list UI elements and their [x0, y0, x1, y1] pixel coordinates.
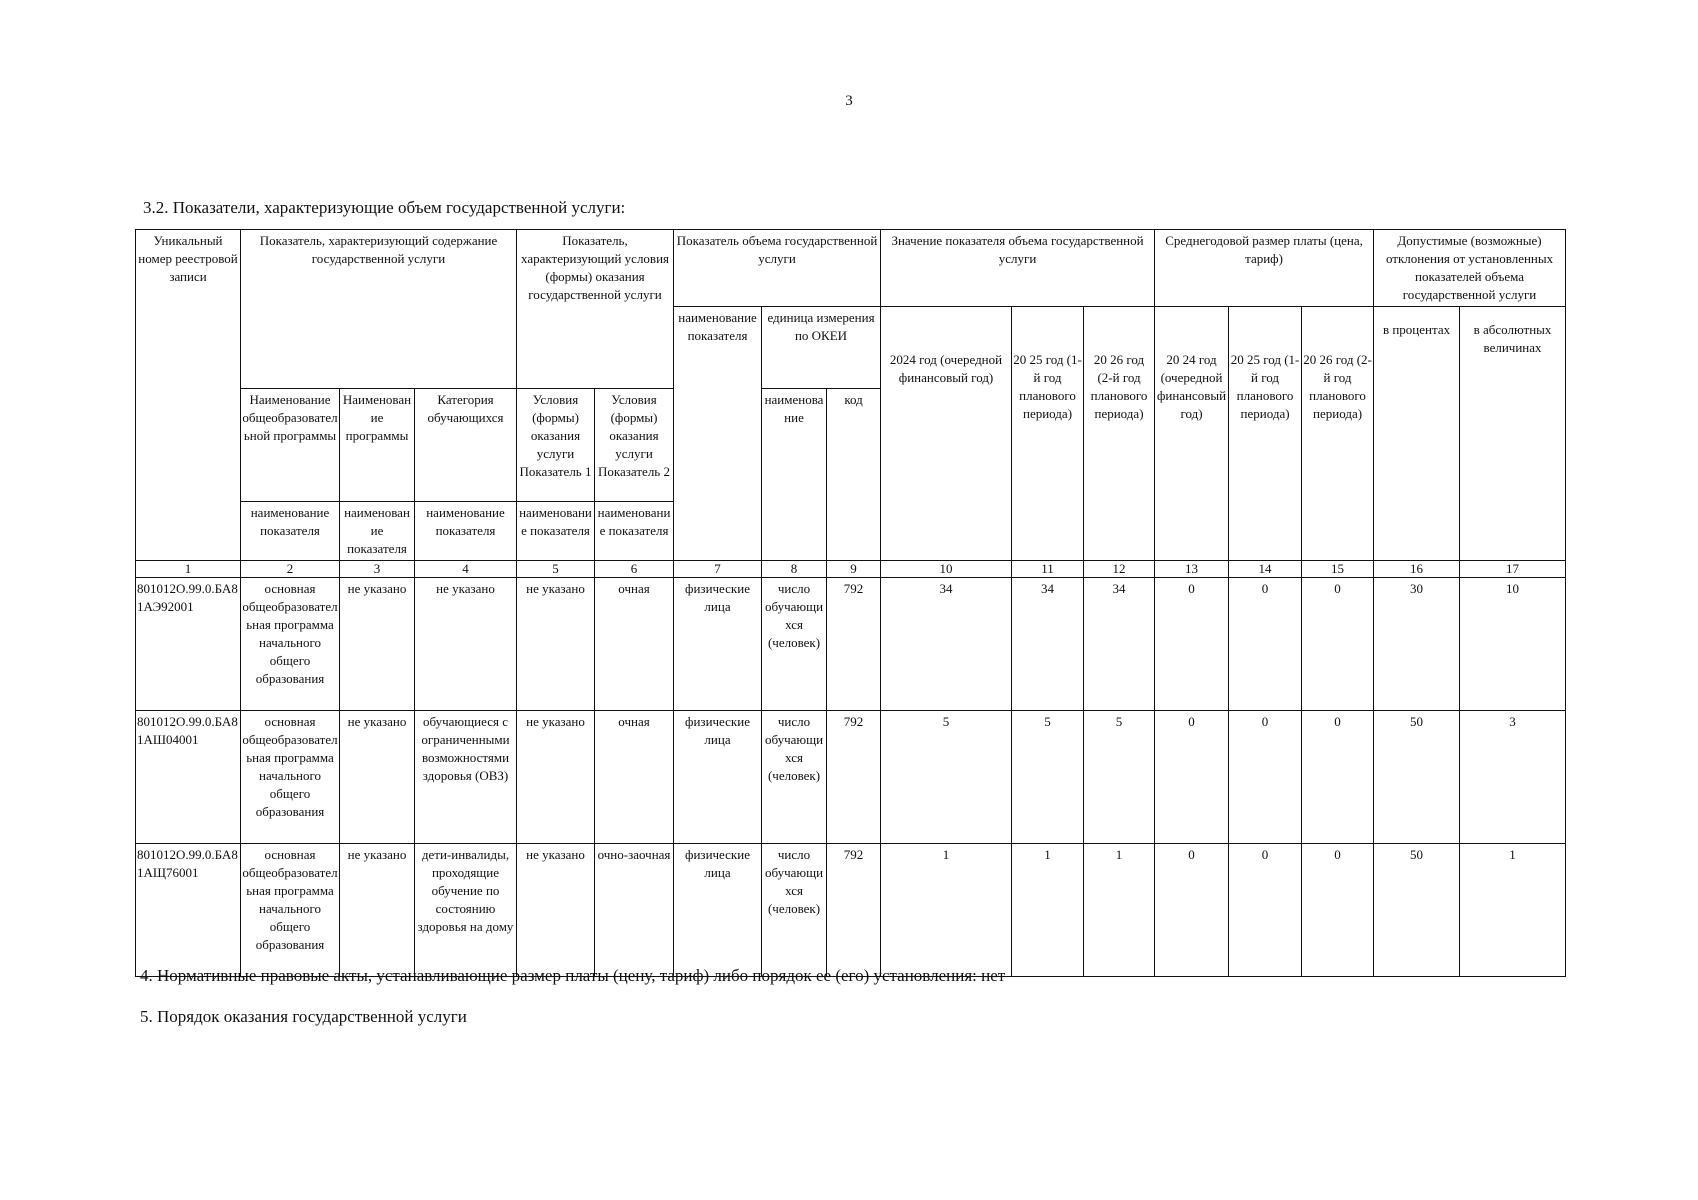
header-condition-2: Условия (формы) оказания услуги Показатель 2 — [595, 389, 674, 502]
column-number: 7 — [674, 561, 762, 578]
header-year-2026-volume: 20 26 год (2-й год планового периода) — [1084, 307, 1155, 561]
header-name-label: наименование показателя — [595, 502, 674, 561]
column-number: 10 — [881, 561, 1012, 578]
header-volume-values: Значение показателя объема государственной услуги — [881, 230, 1155, 307]
volume-2025: 5 — [1012, 711, 1084, 844]
header-avg-fee: Среднегодовой размер платы (цена, тариф) — [1155, 230, 1374, 307]
program-type: основная общеобразовательная программа начального общего образования — [241, 711, 340, 844]
unit-name: число обучающихся (человек) — [762, 711, 827, 844]
table-row — [136, 711, 1566, 844]
volume-2026: 1 — [1084, 844, 1155, 977]
deviation-percent: 30 — [1374, 578, 1460, 711]
header-program: Наименование программы — [340, 389, 415, 502]
fee-2025: 0 — [1229, 844, 1302, 977]
student-category: не указано — [415, 578, 517, 711]
column-number: 6 — [595, 561, 674, 578]
header-category: Категория обучающихся — [415, 389, 517, 502]
header-program-name: Наименование общеобразовательной программы — [241, 389, 340, 502]
deviation-absolute: 1 — [1460, 844, 1566, 977]
unit-code: 792 — [827, 578, 881, 711]
header-volume-indicator: Показатель объема государственной услуги — [674, 230, 881, 307]
column-number: 16 — [1374, 561, 1460, 578]
fee-2026: 0 — [1302, 711, 1374, 844]
condition-2: очная — [595, 578, 674, 711]
volume-2024: 5 — [881, 711, 1012, 844]
column-number: 17 — [1460, 561, 1566, 578]
header-unique-number: Уникальный номер реестровой записи — [136, 230, 241, 561]
fee-2024: 0 — [1155, 711, 1229, 844]
header-year-2025-volume: 20 25 год (1-й год планового периода) — [1012, 307, 1084, 561]
fee-2024: 0 — [1155, 844, 1229, 977]
header-deviations: Допустимые (возможные) отклонения от установленных показателей объема государственной услуги — [1374, 230, 1566, 307]
indicator-name: физические лица — [674, 711, 762, 844]
volume-2026: 5 — [1084, 711, 1155, 844]
header-year-2024: 2024 год (очередной финансовый год) — [881, 307, 1012, 561]
column-number: 11 — [1012, 561, 1084, 578]
column-number: 2 — [241, 561, 340, 578]
program-name: не указано — [340, 578, 415, 711]
unit-name: число обучающихся (человек) — [762, 844, 827, 977]
header-deviation-percent: в процентах — [1374, 307, 1460, 561]
header-content-indicator: Показатель, характеризующий содержание государственной услуги — [241, 230, 517, 389]
header-conditions-indicator: Показатель, характеризующий условия (формы) оказания государственной услуги — [517, 230, 674, 389]
volume-2025: 1 — [1012, 844, 1084, 977]
header-name-label: наименование показателя — [415, 502, 517, 561]
header-unit-code: код — [827, 389, 881, 561]
program-type: основная общеобразовательная программа начального общего образования — [241, 578, 340, 711]
page-number: 3 — [845, 93, 853, 109]
deviation-percent: 50 — [1374, 844, 1460, 977]
deviation-absolute: 3 — [1460, 711, 1566, 844]
unit-code: 792 — [827, 711, 881, 844]
footer-item-4: 4. Нормативные правовые акты, устанавливающие размер платы (цену, тариф) либо порядок ее (его) установления: нет — [140, 966, 1006, 985]
registry-number: 801012О.99.0.БА81АЭ92001 — [136, 578, 241, 711]
student-category: обучающиеся с ограниченными возможностями здоровья (ОВЗ) — [415, 711, 517, 844]
footer-item-5: 5. Порядок оказания государственной услуги — [140, 1007, 467, 1026]
column-number: 8 — [762, 561, 827, 578]
volume-indicators-table — [135, 229, 1566, 977]
fee-2026: 0 — [1302, 844, 1374, 977]
indicator-name: физические лица — [674, 844, 762, 977]
program-type: основная общеобразовательная программа начального общего образования — [241, 844, 340, 977]
indicator-name: физические лица — [674, 578, 762, 711]
fee-2025: 0 — [1229, 578, 1302, 711]
volume-2024: 34 — [881, 578, 1012, 711]
header-year-2026-fee: 20 26 год (2-й год планового периода) — [1302, 307, 1374, 561]
column-number: 1 — [136, 561, 241, 578]
program-name: не указано — [340, 844, 415, 977]
header-year-2024-fee: 20 24 год (очередной финансовый год) — [1155, 307, 1229, 561]
header-indicator-name: наименование показателя — [674, 307, 762, 561]
table-row — [136, 844, 1566, 977]
student-category: дети-инвалиды, проходящие обучение по состоянию здоровья на дому — [415, 844, 517, 977]
fee-2025: 0 — [1229, 711, 1302, 844]
volume-2026: 34 — [1084, 578, 1155, 711]
unit-name: число обучающихся (человек) — [762, 578, 827, 711]
header-year-2025-fee: 20 25 год (1-й год планового периода) — [1229, 307, 1302, 561]
header-condition-1: Условия (формы) оказания услуги Показатель 1 — [517, 389, 595, 502]
header-unit-okei: единица измерения по ОКЕИ — [762, 307, 881, 389]
table-row — [136, 578, 1566, 711]
fee-2024: 0 — [1155, 578, 1229, 711]
registry-number: 801012О.99.0.БА81АЩ76001 — [136, 844, 241, 977]
header-name-label: наименование показателя — [517, 502, 595, 561]
column-number: 5 — [517, 561, 595, 578]
header-deviation-absolute: в абсолютных величинах — [1460, 307, 1566, 561]
column-number: 9 — [827, 561, 881, 578]
column-number: 4 — [415, 561, 517, 578]
column-number: 13 — [1155, 561, 1229, 578]
condition-2: очная — [595, 711, 674, 844]
column-number-row — [136, 561, 1566, 578]
column-number: 12 — [1084, 561, 1155, 578]
volume-2024: 1 — [881, 844, 1012, 977]
condition-1: не указано — [517, 578, 595, 711]
deviation-absolute: 10 — [1460, 578, 1566, 711]
fee-2026: 0 — [1302, 578, 1374, 711]
column-number: 15 — [1302, 561, 1374, 578]
column-number: 14 — [1229, 561, 1302, 578]
header-name-label: наименование показателя — [340, 502, 415, 561]
condition-1: не указано — [517, 711, 595, 844]
volume-2025: 34 — [1012, 578, 1084, 711]
program-name: не указано — [340, 711, 415, 844]
deviation-percent: 50 — [1374, 711, 1460, 844]
condition-2: очно-заочная — [595, 844, 674, 977]
header-name-label: наименование показателя — [241, 502, 340, 561]
header-unit-name: наименование — [762, 389, 827, 561]
unit-code: 792 — [827, 844, 881, 977]
section-heading: 3.2. Показатели, характеризующие объем государственной услуги: — [143, 198, 626, 217]
column-number: 3 — [340, 561, 415, 578]
condition-1: не указано — [517, 844, 595, 977]
registry-number: 801012О.99.0.БА81АШ04001 — [136, 711, 241, 844]
